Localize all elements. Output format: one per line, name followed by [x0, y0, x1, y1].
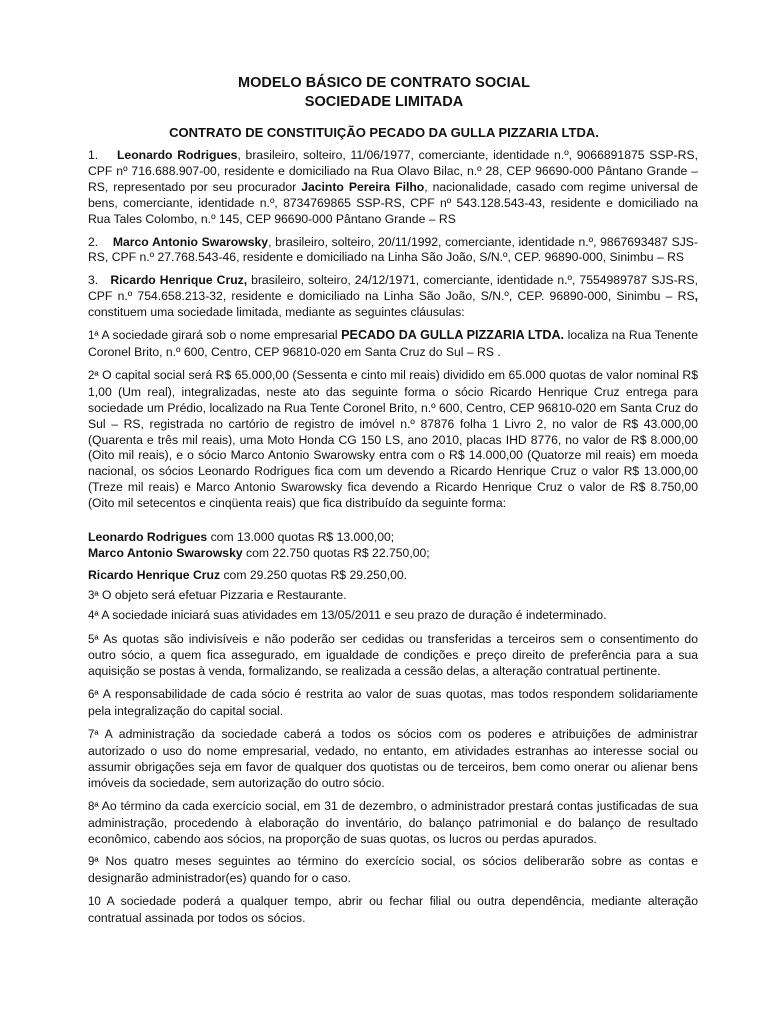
clause-text: A sociedade girará sob o nome empresarial: [98, 328, 342, 343]
partner-separator: ,: [694, 289, 698, 304]
clause-3: [88, 588, 698, 605]
quota-item: [88, 530, 698, 546]
clause-text: Nos quatro meses seguintes ao término do exercício social, os sócios deliberarão sobre as contas e designarão administrador(es) quando for o caso.: [88, 854, 698, 886]
clause-text: A administração da sociedade caberá a todos os sócios com os poderes e atribuições de administrar autorizado o uso do nome empresarial, vedado, no entanto, em atividades estranhas ao interesse social ou assumir obrigações seja em favor de qualquer dos quotistas ou de terceiros, bem como onerar ou alienar bens imóveis da sociedade, sem autorização do outro sócio.: [88, 727, 698, 790]
quota-holder: Leonardo Rodrigues: [88, 530, 208, 545]
clause-5: [88, 632, 698, 681]
title-line-1: MODELO BÁSICO DE CONTRATO SOCIAL: [238, 75, 530, 91]
clause-9: [88, 854, 698, 887]
partner-paragraph-1: [88, 148, 698, 228]
clause-text: A responsabilidade de cada sócio é restrita ao valor de suas quotas, mas todos respondem solidariamente pela integralização do capital social.: [88, 687, 698, 719]
quota-holder: Marco Antonio Swarowsky: [88, 545, 243, 560]
clause-number: 9ª: [88, 856, 99, 869]
clause-text: As quotas são indivisíveis e não poderão ser cedidas ou transferidas a terceiros sem o consentimento do outro sócio, a quem fica assegurado, em igualdade de condições e preço direito de preferência para a sua aquisição se postas à venda, formalizando, se realizada a cessão delas, a alteração contratual pertinente.: [88, 631, 698, 679]
clause-10: [88, 894, 698, 927]
clause-8: [88, 799, 698, 848]
clause-6: [88, 687, 698, 720]
title-line-2: SOCIEDADE LIMITADA: [304, 94, 464, 110]
clause-number: 3ª: [88, 589, 99, 602]
company-name: PECADO DA GULLA PIZZARIA LTDA.: [341, 328, 565, 343]
quota-item: [88, 546, 698, 562]
clause-text: O objeto será efetuar Pizzaria e Restaurante.: [98, 587, 347, 602]
partners-closing: constituem uma sociedade limitada, mediante as seguintes cláusulas:: [88, 305, 465, 320]
clause-number: 1ª: [88, 330, 99, 343]
clause-text: A sociedade poderá a qualquer tempo, abrir ou fechar filial ou outra dependência, mediante alteração contratual assinada por todos os sócios.: [88, 894, 698, 926]
document-title: [0, 74, 768, 112]
partner-number: 1.: [88, 148, 99, 162]
clause-text: localiza na Rua Tenente Coronel Brito, n.º 600, Centro, CEP 96810-020 em Santa Cruz do Sul – RS .: [88, 328, 698, 359]
partner-details: brasileiro, solteiro, 24/12/1971, comerciante, identidade n.º, 7554989787 SJS-RS, CPF n.º 754.658.213-32, residente e domiciliado na Linha São João, S/N.º, CEP. 96890-000, Sinimbu – RS: [88, 273, 698, 304]
clause-number: 6ª: [88, 689, 99, 702]
partner-paragraph-3: [88, 273, 698, 321]
partner-details: , brasileiro, solteiro, 20/11/1992, comerciante, identidade n.º, 9867693487 SJS-RS, CPF n.º 27.768.543-46, residente e domiciliado na Linha São João, S/N.º, CEP. 96890-000, Sinimbu – RS: [88, 234, 698, 265]
clause-number: 4ª: [88, 609, 99, 622]
clause-1: [88, 328, 698, 361]
partner-details: , brasileiro, solteiro, 11/06/1977, comerciante, identidade n.º, 9066891875 SSP-RS, CPF nº 716.688.907-00, residente e domiciliado na Rua Olavo Bilac, n.º 28, CEP 96690-000 Pântano Grande – RS, representado por seu procurador: [88, 148, 698, 194]
clause-2: [88, 368, 698, 512]
quota-value: com 13.000 quotas R$ 13.000,00;: [207, 530, 395, 545]
attorney-name: Jacinto Pereira Filho: [301, 179, 425, 194]
quota-holder: Ricardo Henrique Cruz: [88, 567, 221, 582]
partner-number: 3.: [88, 273, 99, 288]
clause-text: O capital social será R$ 65.000,00 (Sessenta e cinto mil reais) dividido em 65.000 quotas de valor nominal R$ 1,00 (Um real), integralizadas, neste ato das seguinte forma o sócio Ricardo Henrique Cruz entrega para sociedade um Prédio, localizado na Rua Tente Coronel Brito, n.º 600, Centro, CEP 96810-020 em Santa Cruz do Sul – RS, registrada no cartório de registro de imóvel n.º 87876 folha 1 Livro 2, no valor de R$ 43.000,00 (Quarenta e três mil reais), uma Moto Honda CG 150 LS, ano 2010, placas IHD 8776, no valor de R$ 8.000,00 (Oito mil reais), e o sócio Marco Antonio Swarowsky entra com o R$ 14.000,00 (Quatorze mil reais) em moeda nacional, os sócios Leonardo Rodrigues fica com um devendo a Ricardo Henrique Cruz o valor R$ 13.000,00 (Treze mil reais) e Marco Antonio Swarowsky fica devendo a Ricardo Henrique Cruz o valor de R$ 8.750,00 (Oito mil setecentos e cinqüenta reais) que fica distribuído da seguinte forma:: [88, 367, 698, 511]
clause-text: A sociedade iniciará suas atividades em 13/05/2011 e seu prazo de duração é indeterminado.: [98, 607, 607, 622]
quota-item: [88, 568, 698, 584]
quota-value: com 29.250 quotas R$ 29.250,00.: [220, 567, 408, 582]
partner-name: Leonardo Rodrigues: [116, 148, 238, 162]
clause-7: [88, 727, 698, 792]
partner-name: Marco Antonio Swarowsky: [112, 234, 269, 249]
clause-number: 2ª: [88, 369, 99, 382]
partner-name: Ricardo Henrique Cruz,: [110, 273, 248, 288]
clause-number: 5ª: [88, 633, 99, 646]
contract-title: CONTRATO DE CONSTITUIÇÃO PECADO DA GULLA PIZZARIA LTDA.: [169, 125, 599, 140]
clause-number: 7ª: [88, 729, 99, 742]
attorney-details: , nacionalidade, casado com regime universal de bens, comerciante, identidade n.º, 8734769865 SSP-RS, CPF nº 543.128.543-43, residente e domiciliado na Rua Tales Colombo, n.º 145, CEP 96690-000 Pântano Grande – RS: [88, 179, 698, 226]
quota-value: com 22.750 quotas R$ 22.750,00;: [242, 545, 430, 560]
document-body: [88, 148, 698, 934]
clause-text: Ao término da cada exercício social, em 31 de dezembro, o administrador prestará contas justificadas de sua administração, procedendo à elaboração do inventário, do balanço patrimonial e do balanço de resultado econômico, cabendo aos sócios, na proporção de suas quotas, os lucros ou perdas apurados.: [88, 798, 698, 846]
quota-list: [88, 530, 698, 584]
clause-number: 8ª: [88, 800, 99, 813]
partner-number: 2.: [88, 234, 99, 249]
clause-number: 10: [88, 896, 101, 909]
clause-4: [88, 608, 698, 625]
partner-paragraph-2: [88, 235, 698, 267]
